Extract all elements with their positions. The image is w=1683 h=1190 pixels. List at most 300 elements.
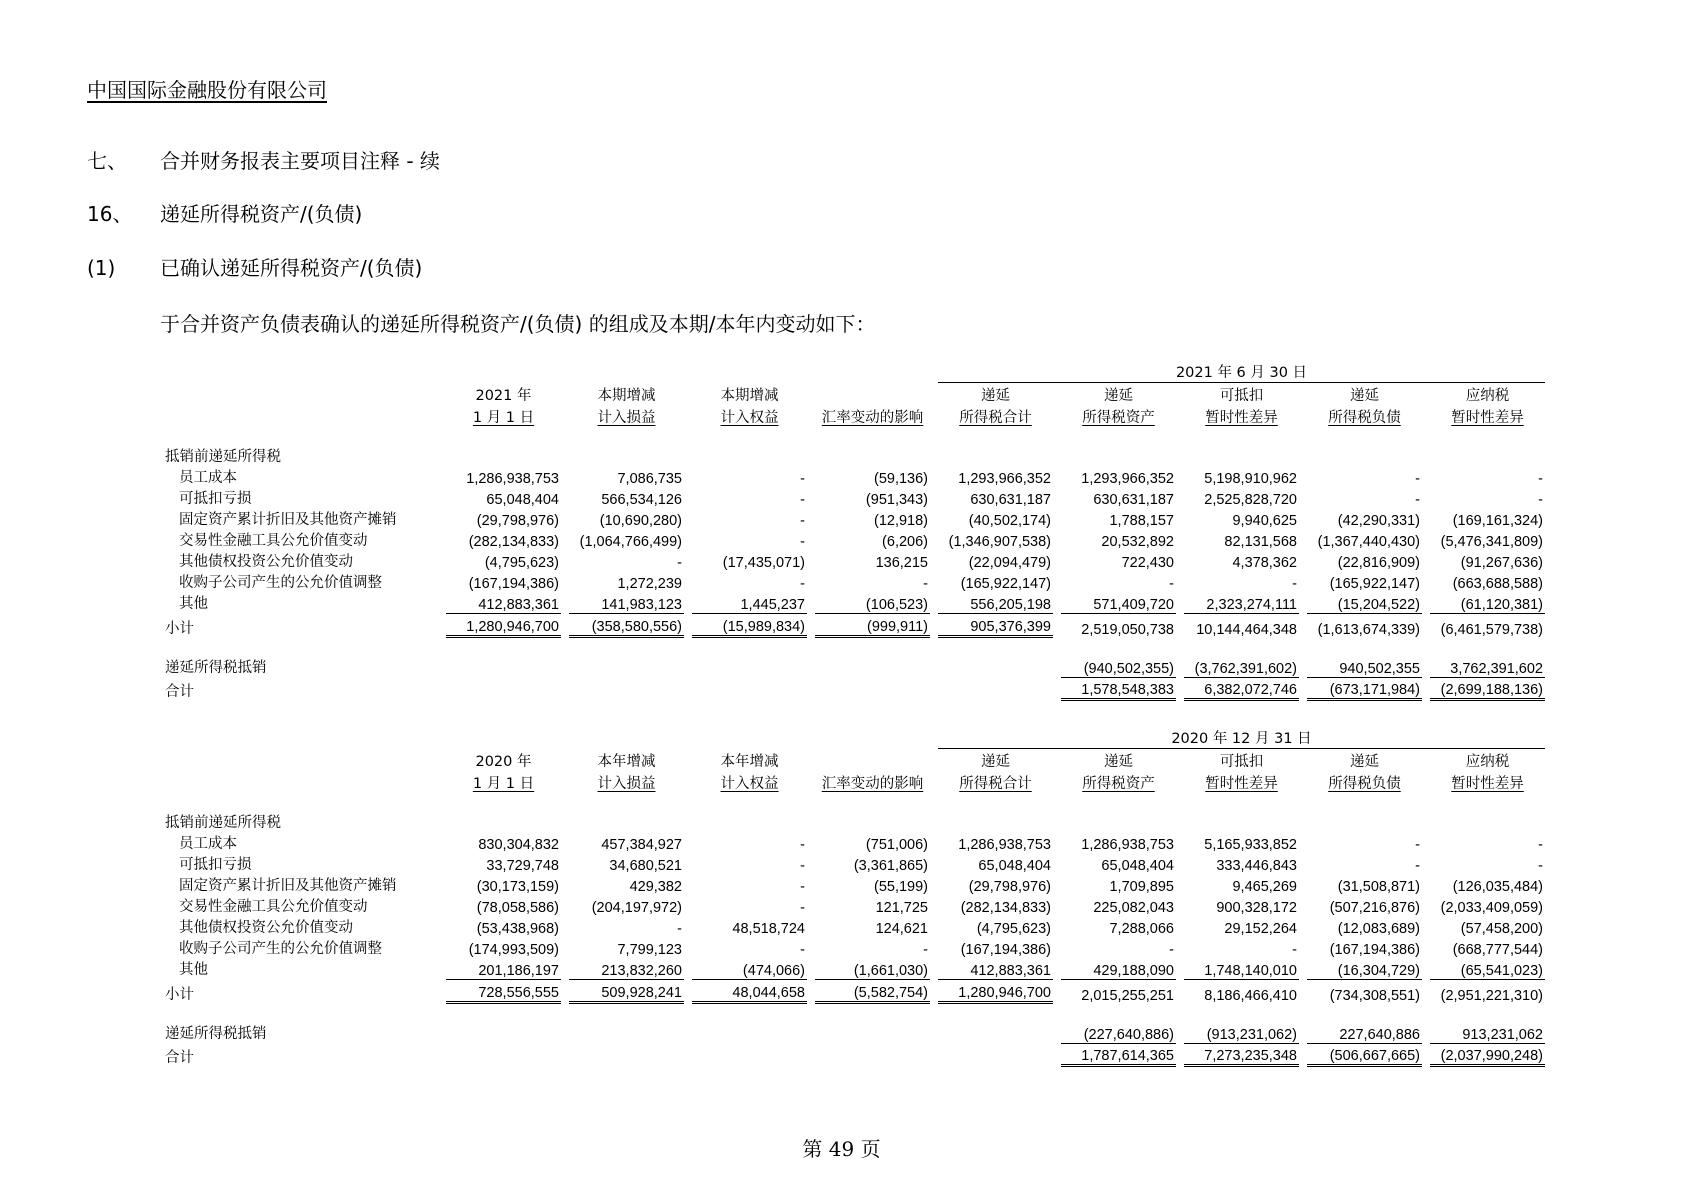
column-header-text: 所得税合计 — [959, 410, 1032, 426]
row-label: 其他债权投资公允价值变动 — [179, 920, 353, 936]
value-cell: (174,993,509) — [468, 942, 559, 958]
value-cell: (106,523) — [865, 597, 928, 613]
value-cell: 65,048,404 — [486, 492, 559, 508]
value-cell: 7,086,735 — [617, 471, 682, 487]
empty-cell — [938, 1043, 1053, 1068]
column-header-text: 2020 年 — [475, 754, 532, 770]
empty-cell — [569, 677, 684, 702]
empty-cell — [163, 383, 438, 405]
empty-cell — [692, 360, 807, 383]
value-cell: 556,205,198 — [970, 597, 1051, 613]
value-cell: (30,173,159) — [476, 879, 559, 895]
value-cell: 630,631,187 — [1093, 492, 1174, 508]
value-cell: (6,206) — [882, 534, 928, 550]
value-cell: 830,304,832 — [478, 837, 559, 853]
column-header — [815, 771, 930, 793]
table-row — [163, 592, 1545, 613]
subnote-title: 已确认递延所得税资产/(负债) — [160, 256, 423, 280]
empty-cell — [815, 726, 930, 749]
value-cell: - — [1538, 837, 1543, 853]
value-cell: 65,048,404 — [978, 858, 1051, 874]
value-cell: - — [1292, 576, 1297, 592]
value-cell: (2,037,990,248) — [1430, 1043, 1545, 1068]
row-label: 收购子公司产生的公允价值调整 — [179, 575, 382, 591]
value-cell: (3,361,865) — [853, 858, 928, 874]
value-cell: - — [1538, 492, 1543, 508]
value-cell: 5,198,910,962 — [1204, 471, 1297, 487]
value-cell: (1,346,907,538) — [948, 534, 1051, 550]
value-cell: (1,064,766,499) — [579, 534, 682, 550]
value-cell: (17,435,071) — [722, 555, 805, 571]
table-row — [163, 895, 1545, 916]
value-cell: 141,983,123 — [601, 597, 682, 613]
column-header — [938, 405, 1053, 427]
empty-cell — [815, 1043, 930, 1068]
value-cell: (15,204,522) — [1337, 597, 1420, 613]
empty-cell — [569, 360, 684, 383]
value-cell: - — [677, 921, 682, 937]
row-label: 合计 — [165, 1050, 194, 1066]
value-cell: 722,430 — [1121, 555, 1174, 571]
column-header — [1061, 749, 1176, 771]
column-header — [1184, 771, 1299, 793]
empty-cell — [163, 427, 438, 445]
value-cell: (10,690,280) — [599, 513, 682, 529]
subtotal-row — [163, 979, 1545, 1004]
value-cell: (474,066) — [742, 963, 805, 979]
value-cell: - — [1415, 837, 1420, 853]
value-cell: 9,940,625 — [1232, 513, 1297, 529]
subnote-number: (1) — [87, 256, 116, 280]
value-cell: 457,384,927 — [601, 837, 682, 853]
row-label: 固定资产累计折旧及其他资产摊销 — [179, 512, 397, 528]
column-header-text: 递延 — [1350, 754, 1379, 770]
empty-cell — [163, 771, 438, 793]
value-cell: (126,035,484) — [1452, 879, 1543, 895]
value-cell: 1,578,548,383 — [1061, 677, 1176, 702]
deferred-tax-table-2020 — [155, 726, 1553, 1067]
column-header — [569, 749, 684, 771]
value-cell: 7,799,123 — [617, 942, 682, 958]
value-cell: - — [800, 534, 805, 550]
column-header-text: 暂时性差异 — [1205, 776, 1278, 792]
value-cell: 29,152,264 — [1224, 921, 1297, 937]
empty-cell — [692, 677, 807, 702]
value-cell: (29,798,976) — [476, 513, 559, 529]
column-header-text: 暂时性差异 — [1205, 410, 1278, 426]
column-header-text: 本年增减 — [720, 754, 779, 770]
column-header-row — [163, 383, 1545, 405]
column-header — [1430, 383, 1545, 405]
value-cell: - — [800, 471, 805, 487]
column-header — [1307, 405, 1422, 427]
value-cell: (91,267,636) — [1460, 555, 1543, 571]
page-footer: 第 49 页 — [802, 1137, 881, 1161]
value-cell: 2,015,255,251 — [1061, 979, 1176, 1004]
value-cell: - — [800, 858, 805, 874]
value-cell: (227,640,886) — [1083, 1026, 1174, 1043]
column-header — [1061, 383, 1176, 405]
value-cell: (4,795,623) — [976, 921, 1051, 937]
value-cell: (31,508,871) — [1337, 879, 1420, 895]
column-header — [1184, 405, 1299, 427]
empty-cell — [446, 360, 561, 383]
column-header — [815, 405, 930, 427]
empty-cell — [163, 793, 438, 811]
column-header — [446, 749, 561, 771]
row-label: 合计 — [165, 684, 194, 700]
column-header — [692, 383, 807, 405]
value-cell: 1,286,938,753 — [1081, 837, 1174, 853]
row-label: 其他 — [179, 596, 208, 612]
value-cell: 412,883,361 — [478, 597, 559, 613]
value-cell: (5,582,754) — [815, 979, 930, 1004]
column-header-text: 应纳税 — [1465, 754, 1510, 770]
row-label: 交易性金融工具公允价值变动 — [179, 533, 368, 549]
value-cell: 48,044,658 — [692, 979, 807, 1004]
value-cell: (951,343) — [865, 492, 928, 508]
value-cell: - — [1415, 492, 1420, 508]
value-cell: - — [800, 942, 805, 958]
value-cell: 429,382 — [629, 879, 682, 895]
value-cell: (506,667,665) — [1307, 1043, 1422, 1068]
row-label: 员工成本 — [179, 836, 237, 852]
column-header — [446, 383, 561, 405]
value-cell: - — [1292, 942, 1297, 958]
row-label: 其他 — [179, 962, 208, 978]
date-header-text: 2020 年 12 月 31 日 — [1171, 731, 1312, 747]
value-cell: (282,134,833) — [468, 534, 559, 550]
value-cell: 7,273,235,348 — [1184, 1043, 1299, 1068]
column-header-text: 计入损益 — [597, 776, 656, 792]
deferred-tax-table-2021 — [155, 360, 1553, 701]
column-header — [1061, 771, 1176, 793]
value-cell: (358,580,556) — [569, 613, 684, 638]
value-cell: 9,465,269 — [1232, 879, 1297, 895]
empty-cell — [163, 1004, 438, 1022]
value-cell: (169,161,324) — [1452, 513, 1543, 529]
value-cell: 2,525,828,720 — [1204, 492, 1297, 508]
column-header — [938, 749, 1053, 771]
value-cell: (6,461,579,738) — [1430, 613, 1545, 638]
value-cell: 1,272,239 — [617, 576, 682, 592]
value-cell: - — [1169, 576, 1174, 592]
value-cell: (940,502,355) — [1083, 660, 1174, 677]
value-cell: (668,777,544) — [1452, 942, 1543, 958]
value-cell: 1,286,938,753 — [466, 471, 559, 487]
row-label: 抵销前递延所得税 — [165, 815, 281, 831]
value-cell: - — [800, 492, 805, 508]
empty-cell — [446, 656, 561, 677]
row-label: 其他债权投资公允价值变动 — [179, 554, 353, 570]
offset-row — [163, 1022, 1545, 1043]
table-row — [163, 916, 1545, 937]
value-cell: (165,922,147) — [960, 576, 1051, 592]
value-cell: - — [923, 576, 928, 592]
value-cell: 3,762,391,602 — [1450, 660, 1543, 677]
total-row — [163, 677, 1545, 702]
empty-cell — [938, 1022, 1053, 1043]
table-row — [163, 874, 1545, 895]
value-cell: (2,033,409,059) — [1440, 900, 1543, 916]
column-header-text: 递延 — [1104, 754, 1133, 770]
value-cell: 1,748,140,010 — [1204, 963, 1297, 979]
value-cell: 630,631,187 — [970, 492, 1051, 508]
value-cell: 201,186,197 — [478, 963, 559, 979]
empty-cell — [163, 726, 438, 749]
empty-cell — [815, 1022, 930, 1043]
note-title: 递延所得税资产/(负债) — [160, 202, 363, 226]
value-cell: 913,231,062 — [1462, 1026, 1543, 1043]
row-label: 固定资产累计折旧及其他资产摊销 — [179, 878, 397, 894]
column-header — [446, 405, 561, 427]
empty-cell — [163, 405, 438, 427]
spacer-row — [163, 427, 1545, 445]
empty-cell — [163, 749, 438, 771]
spacer-row — [163, 793, 1545, 811]
value-cell: (12,918) — [873, 513, 928, 529]
empty-cell — [815, 360, 930, 383]
value-cell: (4,795,623) — [484, 555, 559, 571]
column-header-text: 暂时性差异 — [1451, 776, 1524, 792]
intro-text: 于合并资产负债表确认的递延所得税资产/(负债) 的组成及本期/本年内变动如下： — [160, 312, 876, 336]
row-label: 小计 — [165, 620, 194, 637]
value-cell: (57,458,200) — [1460, 921, 1543, 937]
value-cell: (16,304,729) — [1337, 963, 1420, 979]
value-cell: 34,680,521 — [609, 858, 682, 874]
empty-cell — [569, 656, 684, 677]
value-cell: - — [800, 879, 805, 895]
value-cell: (5,476,341,809) — [1440, 534, 1543, 550]
column-header-text: 所得税资产 — [1082, 410, 1155, 426]
value-cell: 48,518,724 — [732, 921, 805, 937]
section-title: 合并财务报表主要项目注释 - 续 — [160, 149, 440, 173]
row-label: 可抵扣亏损 — [179, 857, 252, 873]
value-cell: - — [1538, 858, 1543, 874]
value-cell: (167,194,386) — [1329, 942, 1420, 958]
value-cell: (12,083,689) — [1337, 921, 1420, 937]
value-cell: 5,165,933,852 — [1204, 837, 1297, 853]
column-header — [569, 383, 684, 405]
value-cell: (65,541,023) — [1460, 963, 1543, 979]
column-header-text: 汇率变动的影响 — [821, 776, 924, 792]
empty-cell — [446, 1022, 561, 1043]
value-cell: (663,688,588) — [1452, 576, 1543, 592]
table-row — [163, 937, 1545, 958]
value-cell: 1,787,614,365 — [1061, 1043, 1176, 1068]
offset-row — [163, 656, 1545, 677]
subnote-heading — [87, 252, 422, 281]
value-cell: (167,194,386) — [468, 576, 559, 592]
value-cell: - — [1415, 471, 1420, 487]
column-header-text: 汇率变动的影响 — [821, 410, 924, 426]
table-row — [163, 958, 1545, 979]
value-cell: 1,280,946,700 — [938, 979, 1053, 1004]
column-header-text: 1 月 1 日 — [472, 410, 535, 426]
column-header-row — [163, 405, 1545, 427]
value-cell: 412,883,361 — [970, 963, 1051, 979]
value-cell: (999,911) — [815, 613, 930, 638]
value-cell: - — [677, 555, 682, 571]
value-cell: (204,197,972) — [591, 900, 682, 916]
note-number: 16、 — [87, 202, 133, 226]
value-cell: (751,006) — [865, 837, 928, 853]
value-cell: 4,378,362 — [1232, 555, 1297, 571]
empty-cell — [163, 638, 438, 656]
value-cell: - — [1538, 471, 1543, 487]
value-cell: 1,280,946,700 — [446, 613, 561, 638]
column-header-text: 所得税合计 — [959, 776, 1032, 792]
column-header-text: 所得税负债 — [1328, 410, 1401, 426]
column-header — [1307, 383, 1422, 405]
column-header-text: 计入权益 — [720, 410, 779, 426]
value-cell: 225,082,043 — [1093, 900, 1174, 916]
row-label: 递延所得税抵销 — [165, 659, 267, 676]
value-cell: - — [1415, 858, 1420, 874]
total-row — [163, 1043, 1545, 1068]
column-header — [815, 749, 930, 771]
value-cell: - — [800, 576, 805, 592]
empty-cell — [692, 1043, 807, 1068]
column-header-text: 递延 — [1104, 388, 1133, 404]
column-header-row — [163, 771, 1545, 793]
value-cell: (55,199) — [873, 879, 928, 895]
column-header — [1430, 771, 1545, 793]
value-cell: 7,288,066 — [1109, 921, 1174, 937]
column-header — [569, 405, 684, 427]
column-header — [1184, 383, 1299, 405]
company-name: 中国国际金融股份有限公司 — [87, 78, 327, 102]
empty-cell — [692, 726, 807, 749]
column-header — [1307, 771, 1422, 793]
empty-cell — [815, 677, 930, 702]
date-header-text: 2021 年 6 月 30 日 — [1175, 365, 1308, 381]
date-header — [938, 726, 1545, 749]
column-header — [938, 383, 1053, 405]
table-row — [163, 832, 1545, 853]
value-cell: 33,729,748 — [486, 858, 559, 874]
value-cell: (282,134,833) — [960, 900, 1051, 916]
row-label: 可抵扣亏损 — [179, 491, 252, 507]
column-header — [815, 383, 930, 405]
value-cell: (1,661,030) — [853, 963, 928, 979]
value-cell: (3,762,391,602) — [1194, 660, 1297, 677]
table-row — [163, 487, 1545, 508]
value-cell: 10,144,464,348 — [1184, 613, 1299, 638]
value-cell: (507,216,876) — [1329, 900, 1420, 916]
row-label: 员工成本 — [179, 470, 237, 486]
value-cell: 8,186,466,410 — [1184, 979, 1299, 1004]
date-header — [938, 360, 1545, 383]
value-cell: (22,094,479) — [968, 555, 1051, 571]
spacer-row — [163, 638, 1545, 656]
value-cell: 900,328,172 — [1216, 900, 1297, 916]
value-cell: 940,502,355 — [1339, 660, 1420, 677]
empty-cell — [446, 726, 561, 749]
empty-cell — [569, 1043, 684, 1068]
value-cell: (42,290,331) — [1337, 513, 1420, 529]
column-header-text: 递延 — [981, 754, 1010, 770]
column-header — [446, 771, 561, 793]
empty-cell — [163, 360, 438, 383]
column-header — [1307, 749, 1422, 771]
empty-cell — [446, 677, 561, 702]
value-cell: 728,556,555 — [446, 979, 561, 1004]
value-cell: (1,613,674,339) — [1307, 613, 1422, 638]
value-cell: 213,832,260 — [601, 963, 682, 979]
column-header-text: 所得税资产 — [1082, 776, 1155, 792]
section-heading — [87, 145, 440, 174]
row-label: 收购子公司产生的公允价值调整 — [179, 941, 382, 957]
value-cell: 333,446,843 — [1216, 858, 1297, 874]
value-cell: - — [800, 513, 805, 529]
value-cell: 2,519,050,738 — [1061, 613, 1176, 638]
value-cell: 1,286,938,753 — [958, 837, 1051, 853]
value-cell: (78,058,586) — [476, 900, 559, 916]
column-header-row — [163, 749, 1545, 771]
table-row — [163, 571, 1545, 592]
empty-cell — [692, 1022, 807, 1043]
subtotal-row — [163, 613, 1545, 638]
value-cell: (1,367,440,430) — [1317, 534, 1420, 550]
value-cell: (40,502,174) — [968, 513, 1051, 529]
column-header-text: 递延 — [1350, 388, 1379, 404]
spacer-row — [163, 1004, 1545, 1022]
value-cell: - — [800, 900, 805, 916]
value-cell: 65,048,404 — [1101, 858, 1174, 874]
value-cell: 571,409,720 — [1093, 597, 1174, 613]
row-label: 小计 — [165, 986, 194, 1003]
value-cell: (22,816,909) — [1337, 555, 1420, 571]
value-cell: 566,534,126 — [601, 492, 682, 508]
row-label: 递延所得税抵销 — [165, 1025, 267, 1042]
section-label-row — [163, 811, 1545, 832]
value-cell: 429,188,090 — [1093, 963, 1174, 979]
column-header — [692, 771, 807, 793]
column-header-text: 暂时性差异 — [1451, 410, 1524, 426]
column-header-text: 计入权益 — [720, 776, 779, 792]
value-cell: 121,725 — [875, 900, 928, 916]
empty-cell — [569, 1022, 684, 1043]
section-number: 七、 — [87, 149, 127, 173]
value-cell: (734,308,551) — [1307, 979, 1422, 1004]
column-header-text: 本期增减 — [720, 388, 779, 404]
value-cell: (61,120,381) — [1460, 597, 1543, 613]
empty-cell — [569, 726, 684, 749]
value-cell: - — [1169, 942, 1174, 958]
column-header — [692, 749, 807, 771]
value-cell: 136,215 — [875, 555, 928, 571]
date-header-row — [163, 360, 1545, 383]
empty-cell — [938, 677, 1053, 702]
value-cell: 1,709,895 — [1109, 879, 1174, 895]
column-header-text: 应纳税 — [1465, 388, 1510, 404]
column-header-text: 本年增减 — [597, 754, 656, 770]
table-row — [163, 508, 1545, 529]
value-cell: (15,989,834) — [692, 613, 807, 638]
empty-cell — [446, 1043, 561, 1068]
value-cell: 1,293,966,352 — [958, 471, 1051, 487]
value-cell: (59,136) — [873, 471, 928, 487]
column-header — [569, 771, 684, 793]
value-cell: 227,640,886 — [1339, 1026, 1420, 1043]
value-cell: 1,788,157 — [1109, 513, 1174, 529]
empty-cell — [938, 656, 1053, 677]
value-cell: (673,171,984) — [1307, 677, 1422, 702]
value-cell: 905,376,399 — [938, 613, 1053, 638]
value-cell: (53,438,968) — [476, 921, 559, 937]
value-cell: - — [800, 837, 805, 853]
